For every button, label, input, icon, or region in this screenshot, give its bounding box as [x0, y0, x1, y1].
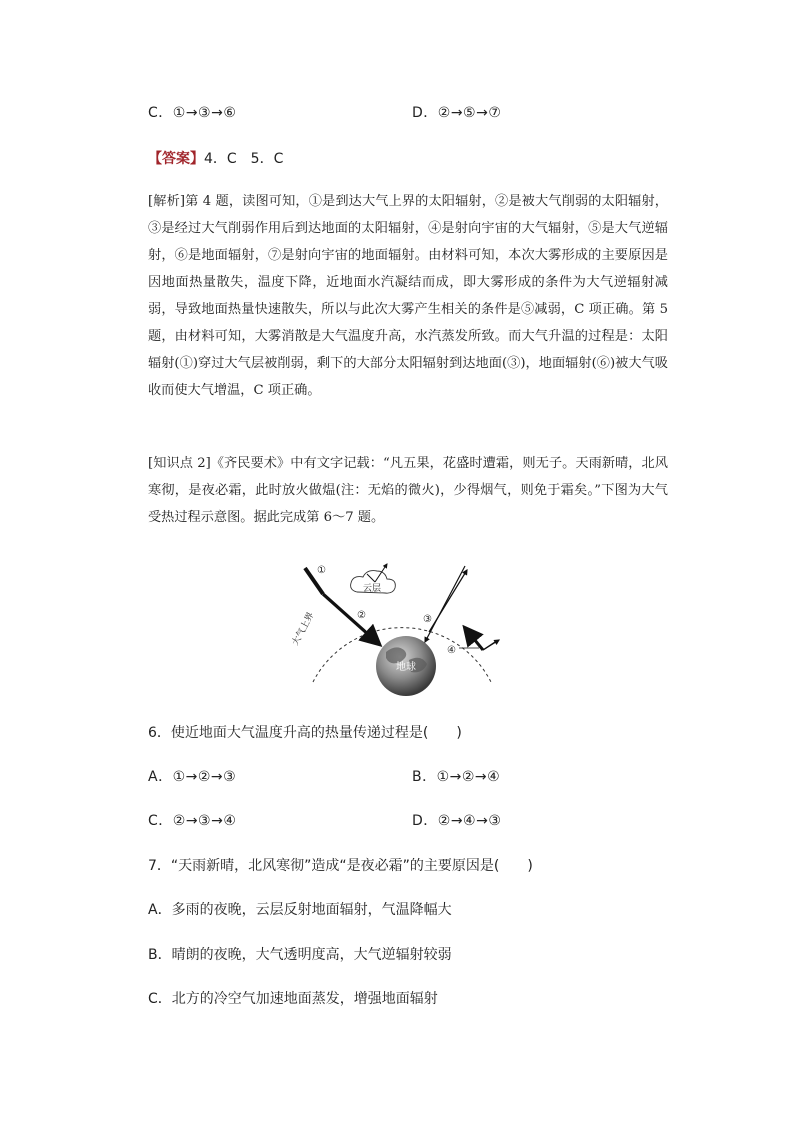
earth-label: 地球: [396, 662, 416, 673]
atmosphere-heating-diagram: [283, 556, 519, 706]
q6-option-c[interactable]: C．②→③→④: [148, 813, 237, 829]
q7-stem: 7．“天雨新晴，北风寒彻”造成“是夜必霜”的主要原因是( ): [148, 858, 533, 874]
knowledge-label: [知识点 2]: [148, 456, 211, 471]
answer-label: 【答案】: [148, 151, 204, 167]
marker-1: ①: [317, 565, 326, 576]
marker-4: ④: [447, 645, 456, 656]
q5-option-d[interactable]: D．②→⑤→⑦: [412, 105, 502, 121]
arrow-4-head: [465, 628, 483, 650]
boundary-label: 大气上界: [290, 610, 317, 648]
q6-stem: 6．使近地面大气温度升高的热量传递过程是( ): [148, 725, 462, 741]
cloud-label: 云层: [362, 584, 382, 594]
arrow-3-upward-line: [429, 570, 467, 632]
arrow-2-weakened-radiation: [323, 594, 379, 644]
q6-option-a[interactable]: A．①→②→③: [148, 769, 237, 785]
q6-option-b[interactable]: B．①→②→④: [412, 769, 501, 785]
analysis-label: [解析]: [148, 194, 186, 209]
q6-option-d[interactable]: D．②→④→③: [412, 813, 502, 829]
answer-line: [148, 148, 283, 168]
q7-option-b[interactable]: B．晴朗的夜晚，大气透明度高，大气逆辐射较弱: [148, 947, 452, 963]
analysis-text: 第 4 题，读图可知，①是到达大气上界的太阳辐射，②是被大气削弱的太阳辐射，③是经过大气削弱作用后到达地面的太阳辐射，④是射向宇宙的大气辐射，⑤是大气逆辐射，⑥是地面辐射，⑦是射向宇宙的地面辐射。由材料可知，本次大雾形成的主要原因是因地面热量散失，温度下降，近地面水汽凝结而成，即大雾形成的条件为大气逆辐射减弱，导致地面热量快速散失，所以与此次大雾产生相关的条件是⑤减弱，C 项正确。第 5 题，由材料可知，大雾消散是大气温度升高，水汽蒸发所致。而大气升温的过程是：太阳辐射(①)穿过大气层被削弱，剩下的大部分太阳辐射到达地面(③)，地面辐射(⑥)被大气吸收而使大气增温，C 项正确。: [148, 194, 668, 398]
marker-3: ③: [423, 614, 432, 625]
knowledge-paragraph: [148, 450, 668, 531]
knowledge-text: 《齐民要术》中有文字记载：“凡五果，花盛时遭霜，则无子。天雨新晴，北风寒彻，是夜必霜，此时放火做煴(注：无焰的微火)，少得烟气，则免于霜矣。”下图为大气受热过程示意图。据此完成第 6～7 题。: [148, 456, 668, 525]
arrow-4-right: [483, 640, 499, 650]
q7-option-a[interactable]: A．多雨的夜晚，云层反射地面辐射，气温降幅大: [148, 902, 452, 918]
answer-text: 4．C 5．C: [204, 151, 284, 167]
marker-2: ②: [357, 610, 366, 621]
arrow-3-line: [425, 566, 465, 642]
q5-option-c[interactable]: C．①→③→⑥: [148, 105, 237, 121]
q7-option-c[interactable]: C．北方的冷空气加速地面蒸发，增强地面辐射: [148, 991, 438, 1007]
analysis-paragraph: [148, 188, 668, 404]
